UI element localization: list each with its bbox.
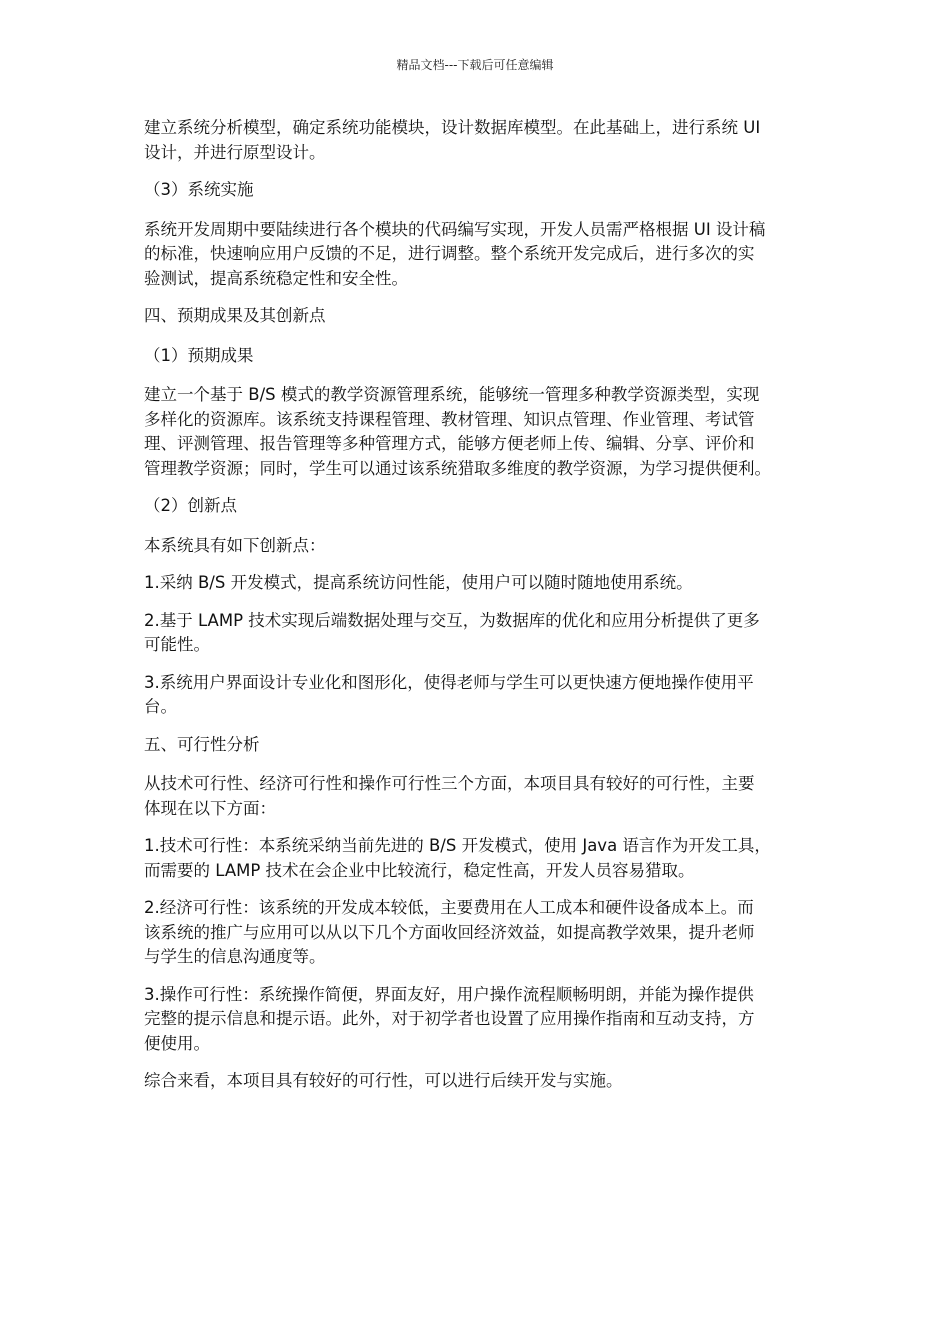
paragraph-system-implementation: 系统开发周期中要陆续进行各个模块的代码编写实现，开发人员需严格根据 UI 设计稿 的标准，快速响应用户反馈的不足，进行调整。整个系统开发完成后，进行多次的实 验测试，提高系统稳定性和安全性。 [144,219,766,288]
list-item-innovation-2: 2.基于 LAMP 技术实现后端数据处理与交互，为数据库的优化和应用分析提供了更多 可能性。 [144,610,760,654]
document-body [144,116,806,1107]
list-item-feasibility-economic: 2.经济可行性：该系统的开发成本较低，主要费用在人工成本和硬件设备成本上。而 该系统的推广与应用可以从以下几个方面收回经济效益，如提高教学效果，提升老师 与学生的信息沟通度等。 [144,898,755,966]
section-heading-expected-results: 四、预期成果及其创新点 [144,306,326,325]
paragraph-expected-results: 建立一个基于 B/S 模式的教学资源管理系统，能够统一管理多种教学资源类型，实现 多样化的资源库。该系统支持课程管理、教材管理、知识点管理、作业管理、考试管 理、评测管理、报告管理等多种管理方式，能够方便老师上传、编辑、分享、评价和 管理教学资源；同时，学生可以通过该系统猎取多维度的教学资源，为学习提供便利。 [144,385,771,478]
subheading-innovations: （2）创新点 [144,496,237,515]
section-heading-feasibility: 五、可行性分析 [144,734,260,754]
list-item-feasibility-technical: 1.技术可行性：本系统采纳当前先进的 B/S 开发模式，使用 Java 语言作为开发工具， 而需要的 LAMP 技术在会企业中比较流行，稳定性高，开发人员容易猎取。 [144,836,771,880]
page-header: 精品文档---下载后可任意编辑 [396,58,554,72]
paragraph-conclusion: 综合来看，本项目具有较好的可行性，可以进行后续开发与实施。 [144,1071,623,1090]
paragraph-innovations-intro: 本系统具有如下创新点： [144,535,326,555]
paragraph-feasibility-intro: 从技术可行性、经济可行性和操作可行性三个方面，本项目具有较好的可行性，主要 体现在以下方面： [144,774,755,818]
list-item-innovation-3: 3.系统用户界面设计专业化和图形化，使得老师与学生可以更快速方便地操作使用平 台。 [144,672,754,716]
subheading-system-implementation: （3）系统实施 [144,180,254,199]
paragraph-system-analysis: 建立系统分析模型，确定系统功能模块，设计数据库模型。在此基础上，进行系统 UI 设计，并进行原型设计。 [144,118,761,162]
list-item-innovation-1: 1.采纳 B/S 开发模式，提高系统访问性能，使用户可以随时随地使用系统。 [144,573,693,592]
subheading-expected-results: （1）预期成果 [144,345,254,365]
list-item-feasibility-operational: 3.操作可行性：系统操作简便，界面友好，用户操作流程顺畅明朗，并能为操作提供 完整的提示信息和提示语。此外，对于初学者也设置了应用操作指南和互动支持，方 便使用。 [144,984,755,1053]
